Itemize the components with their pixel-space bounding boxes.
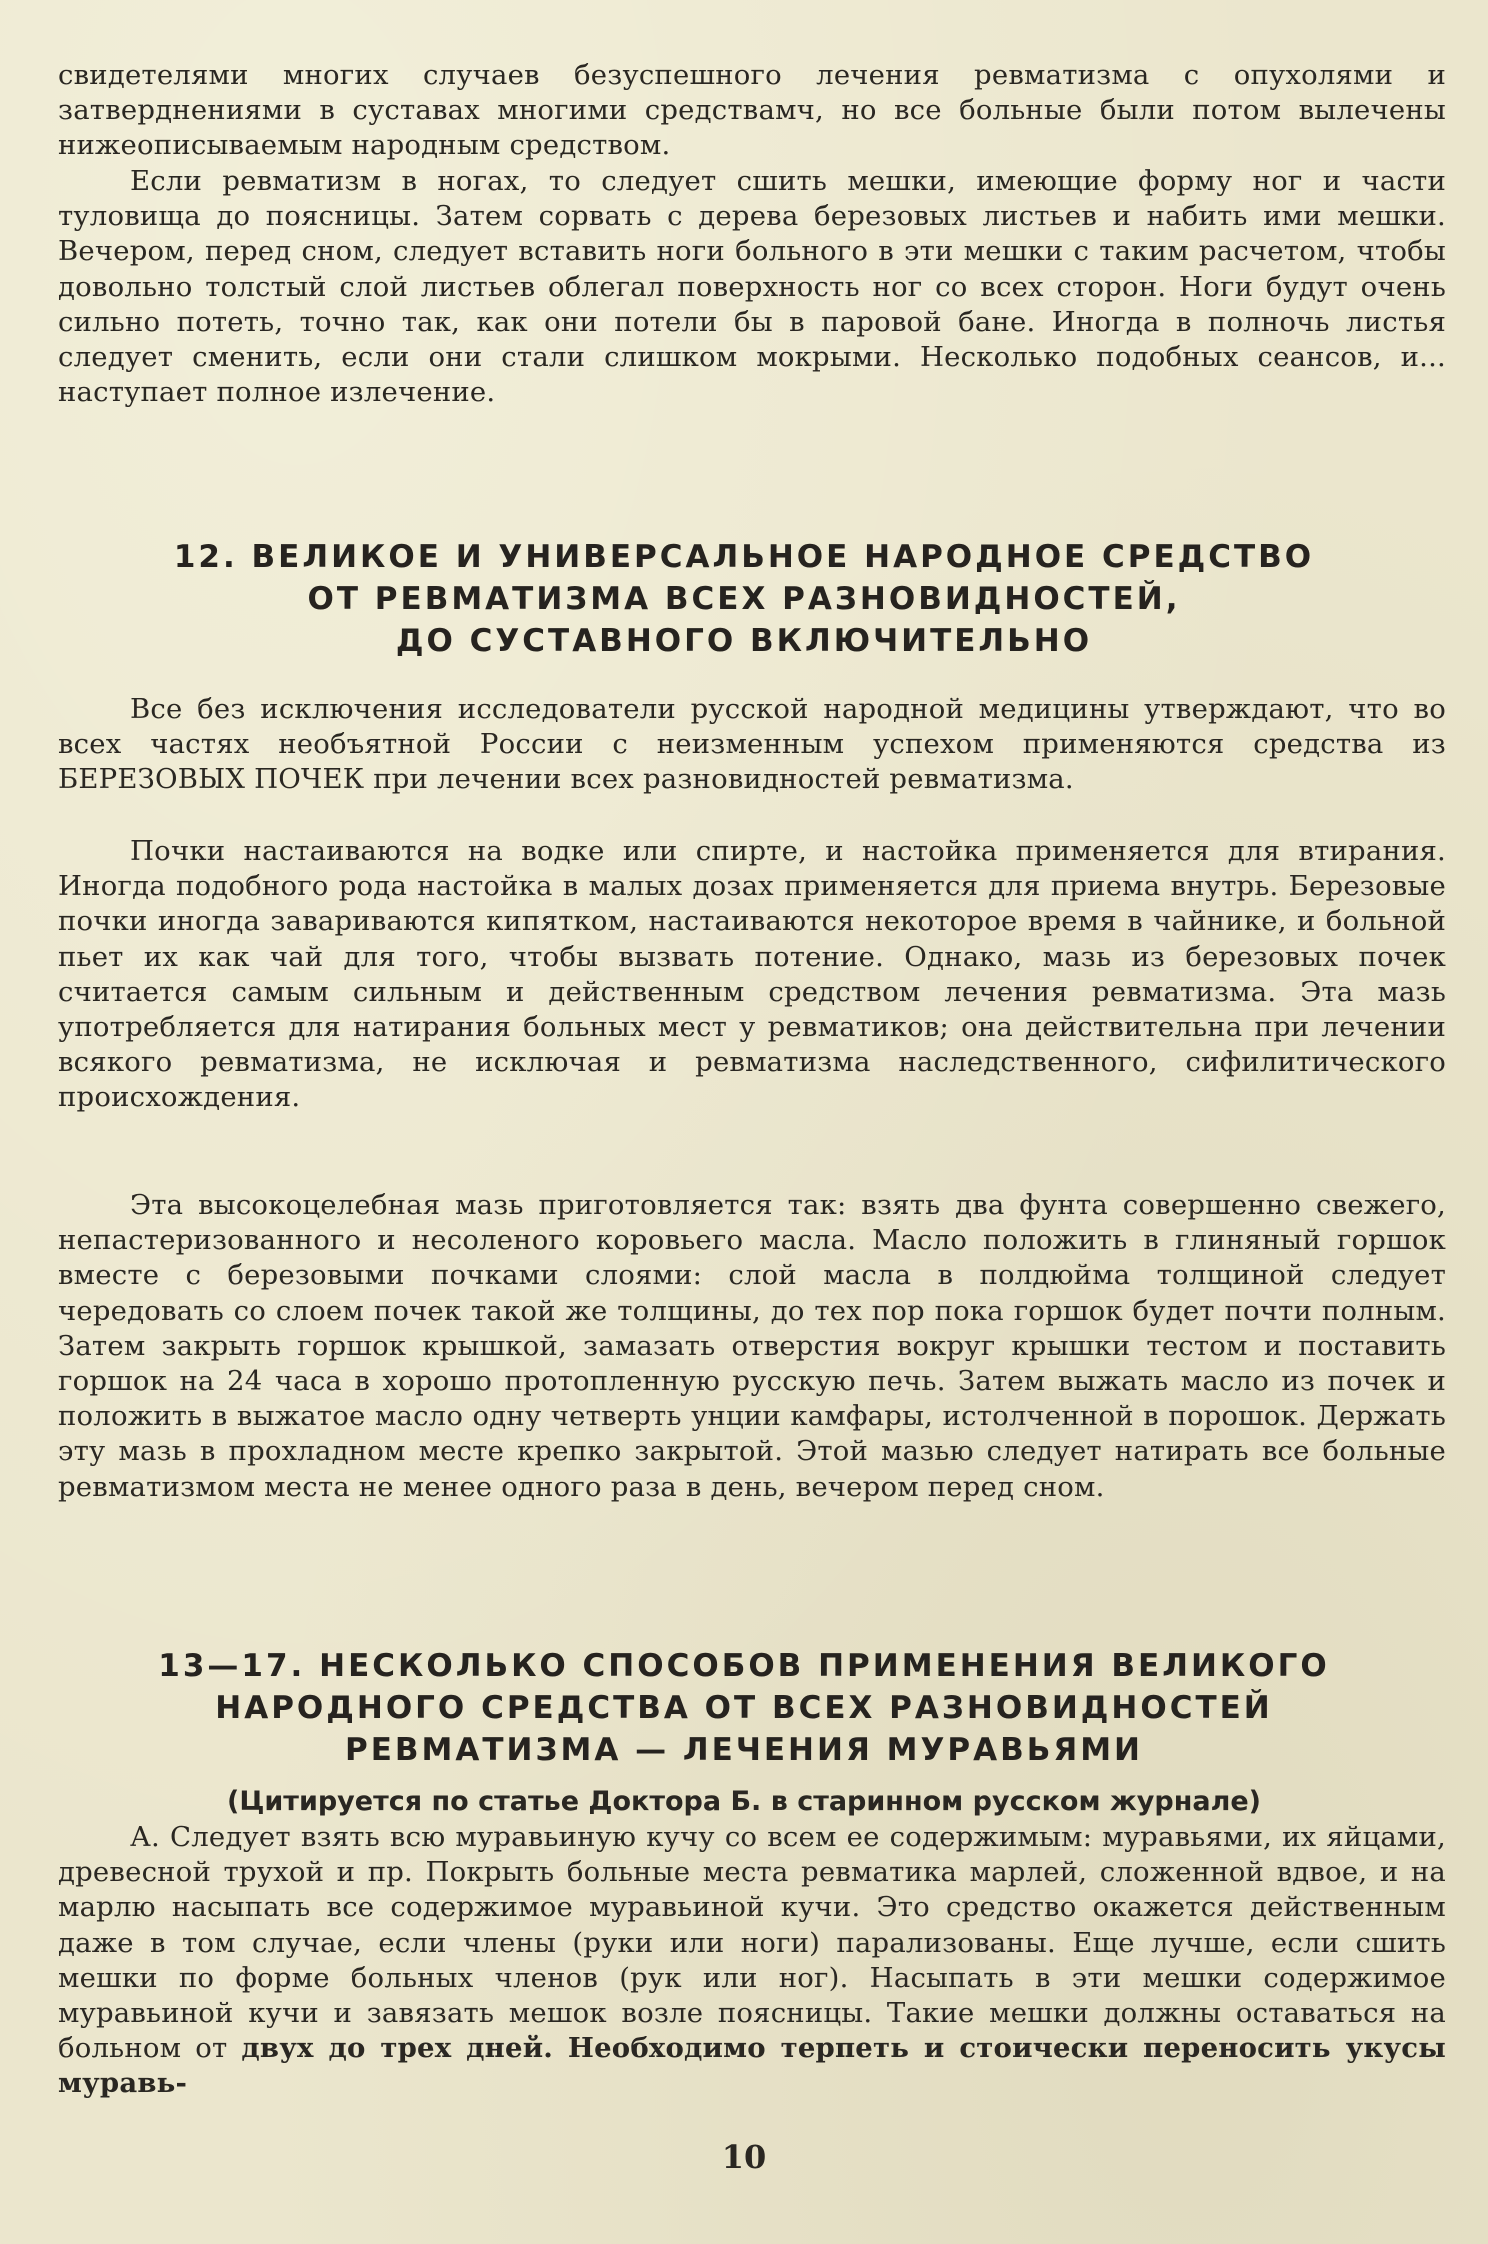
intro-text-continued: свидетелями многих случаев безуспешного лечения ревматизма с опухолями и затверднениями в суставах многими средствамч, но все больные были потом вылечены нижеописываемым народным средством. — [58, 59, 1446, 162]
section-13-paragraph-a — [58, 1820, 1446, 2102]
section-12-text-1: Все без исключения исследователи русской народной медицины утверждают, что во всех частях необъятной России с неизменным успехом применяются средства из БЕРЕЗОВЫХ ПОЧЕК при лечении всех разновидностей ревматизма. — [58, 693, 1446, 796]
section-12-text-2: Почки настаиваются на водке или спирте, и настойка применяется для втирания. Иногда подобного рода настойка в малых дозах применяется для приема внутрь. Березовые почки иногда завариваются кипятком, настаиваются некоторое время в чайнике, и больной пьет их как чай для того, чтобы вызвать потение. Однако, мазь из березовых почек считается самым сильным и действенным средством лечения ревматизма. Эта мазь употребляется для натирания больных мест у ревматиков; она действительна при лечении всякого ревматизма, не исключая и ревматизма наследственного, сифилитического происхождения. — [58, 835, 1446, 1114]
section-12-heading-line-1: 12. ВЕЛИКОЕ И УНИВЕРСАЛЬНОЕ НАРОДНОЕ СРЕДСТВО — [173, 539, 1315, 575]
citation-text: (Цитируется по статье Доктора Б. в старинном русском журнале) — [226, 1786, 1262, 1817]
section-13-heading — [100, 1645, 1388, 1771]
section-12-paragraph-2 — [58, 834, 1446, 1116]
intro-text-legs: Если ревматизм в ногах, то следует сшить мешки, имеющие форму ног и части туловища до поясницы. Затем сорвать с дерева березовых листьев и набить ими мешки. Вечером, перед сном, следует вставить ноги больного в эти мешки с таким расчетом, чтобы довольно толстый слой листьев облегал поверхность ног со всех сторон. Ноги будут очень сильно потеть, точно так, как они потели бы в паровой бане. Иногда в полночь листья следует сменить, если они стали слишком мокрыми. Несколько подобных сеансов, и... наступает полное излечение. — [58, 165, 1446, 409]
intro-paragraph-legs — [58, 164, 1446, 410]
section-12-text-3: Эта высокоцелебная мазь приготовляется так: взять два фунта совершенно свежего, непастеризованного и несоленого коровьего масла. Масло положить в глиняный горшок вместе с березовыми почками слоями: слой масла в полдюйма толщиной следует чередовать со слоем почек такой же толщины, до тех пор пока горшок будет почти полным. Затем закрыть горшок крышкой, замазать отверстия вокруг крышки тестом и поставить горшок на 24 часа в хорошо протопленную русскую печь. Затем выжать масло из почек и положить в выжатое масло одну четверть унции камфары, истолченной в порошок. Держать эту мазь в прохладном месте крепко закрытой. Этой мазью следует натирать все больные ревматизмом места не менее одного раза в день, вечером перед сном. — [58, 1189, 1446, 1503]
section-12-paragraph-1 — [58, 692, 1446, 798]
section-13-heading-line-3: РЕВМАТИЗМА — ЛЕЧЕНИЯ МУРАВЬЯМИ — [345, 1732, 1143, 1768]
section-12-heading — [100, 536, 1388, 662]
section-13-citation — [100, 1786, 1388, 1817]
section-13-text-a: А. Следует взять всю муравьиную кучу со всем ее содержимым: муравьями, их яйцами, древесной трухой и пр. Покрыть больные места ревматика марлей, сложенной вдвое, и на марлю насыпать все содержимое муравьиной кучи. Это средство окажется действенным даже в том случае, если члены (руки или ноги) парализованы. Еще лучше, если сшить мешки по форме больных членов (рук или ног). Насыпать в эти мешки содержимое муравьиной кучи и завязать мешок возле поясницы. Такие мешки должны оставаться на больном от — [58, 1821, 1446, 2065]
section-13-text-a-bold: двух до трех дней. Необходимо терпеть и стоически переносить укусы муравь- — [58, 2032, 1446, 2100]
intro-paragraph-continued — [58, 58, 1446, 164]
section-12-heading-line-3: ДО СУСТАВНОГО ВКЛЮЧИТЕЛЬНО — [395, 623, 1093, 659]
section-12-heading-line-2: ОТ РЕВМАТИЗМА ВСЕХ РАЗНОВИДНОСТЕЙ, — [307, 581, 1181, 617]
section-12-paragraph-3 — [58, 1188, 1446, 1505]
page-number: 10 — [721, 2138, 767, 2176]
section-13-heading-line-1: 13—17. НЕСКОЛЬКО СПОСОБОВ ПРИМЕНЕНИЯ ВЕЛИКОГО — [158, 1648, 1330, 1684]
section-13-heading-line-2: НАРОДНОГО СРЕДСТВА ОТ ВСЕХ РАЗНОВИДНОСТЕЙ — [215, 1690, 1273, 1726]
